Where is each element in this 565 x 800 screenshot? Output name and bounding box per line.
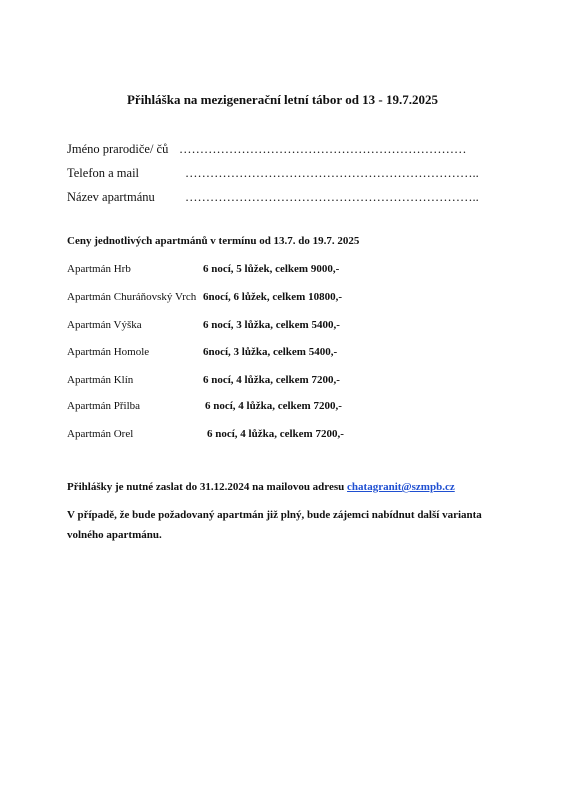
page-title: Přihláška na mezigenerační letní tábor od 13 - 19.7.2025: [126, 92, 439, 107]
form-label-phone-mail: Telefon a mail: [67, 166, 140, 180]
apartment-price: 6 nocí, 3 lůžka, celkem 5400,-: [203, 319, 340, 331]
apartment-price: 6 nocí, 4 lůžka, celkem 7200,-: [207, 428, 344, 440]
apartment-name: Apartmán Přilba: [67, 400, 141, 412]
apartment-price: 6 nocí, 4 lůžka, celkem 7200,-: [203, 374, 340, 386]
form-row-grandparent-name: [67, 142, 467, 157]
apartment-row-klin: [67, 374, 487, 388]
apartment-price: 6 nocí, 4 lůžka, celkem 7200,-: [205, 400, 342, 412]
prices-heading: Ceny jednotlivých apartmánů v termínu od 13.7. do 19.7. 2025: [67, 235, 360, 247]
full-apartment-note-line1: V případě, že bude požadovaný apartmán již plný, bude zájemci nabídnut další varianta: [67, 509, 482, 521]
apartment-name: Apartmán Hrb: [67, 263, 131, 275]
form-dots-grandparent-name[interactable]: ……………………………………………………………: [179, 142, 467, 156]
apartment-name: Apartmán Klín: [67, 374, 134, 386]
apartment-row-churanovsky-vrch: [67, 291, 487, 305]
apartment-row-orel: [67, 428, 487, 442]
apartment-row-prilba: [67, 400, 487, 414]
apartment-row-hrb: [67, 263, 487, 277]
apartment-price: 6nocí, 6 lůžek, celkem 10800,-: [203, 291, 343, 303]
email-link[interactable]: chatagranit@szmpb.cz: [347, 481, 455, 493]
apartment-name: Apartmán Orel: [67, 428, 134, 440]
form-label-grandparent-name: Jméno prarodiče/ čů: [67, 142, 169, 156]
apartment-name: Apartmán Homole: [67, 346, 150, 358]
form-label-apartment-name: Název apartmánu: [67, 190, 155, 204]
deadline-note: [67, 481, 455, 493]
apartment-price: 6 nocí, 5 lůžek, celkem 9000,-: [203, 263, 340, 275]
apartment-row-vyska: [67, 319, 487, 333]
apartment-price: 6nocí, 3 lůžka, celkem 5400,-: [203, 346, 338, 358]
form-dots-phone-mail[interactable]: ……………………………………………………………..: [185, 166, 479, 180]
apartment-row-homole: [67, 346, 487, 360]
form-dots-apartment-name[interactable]: ……………………………………………………………..: [185, 190, 479, 204]
full-apartment-note-line2: volného apartmánu.: [67, 529, 162, 541]
form-row-apartment-name: [67, 190, 479, 205]
apartment-name: Apartmán Churáňovský Vrch: [67, 291, 197, 303]
form-row-phone-mail: [67, 166, 479, 181]
deadline-note-text: Přihlášky je nutné zaslat do 31.12.2024 na mailovou adresu: [67, 481, 348, 493]
apartment-name: Apartmán Výška: [67, 319, 142, 331]
